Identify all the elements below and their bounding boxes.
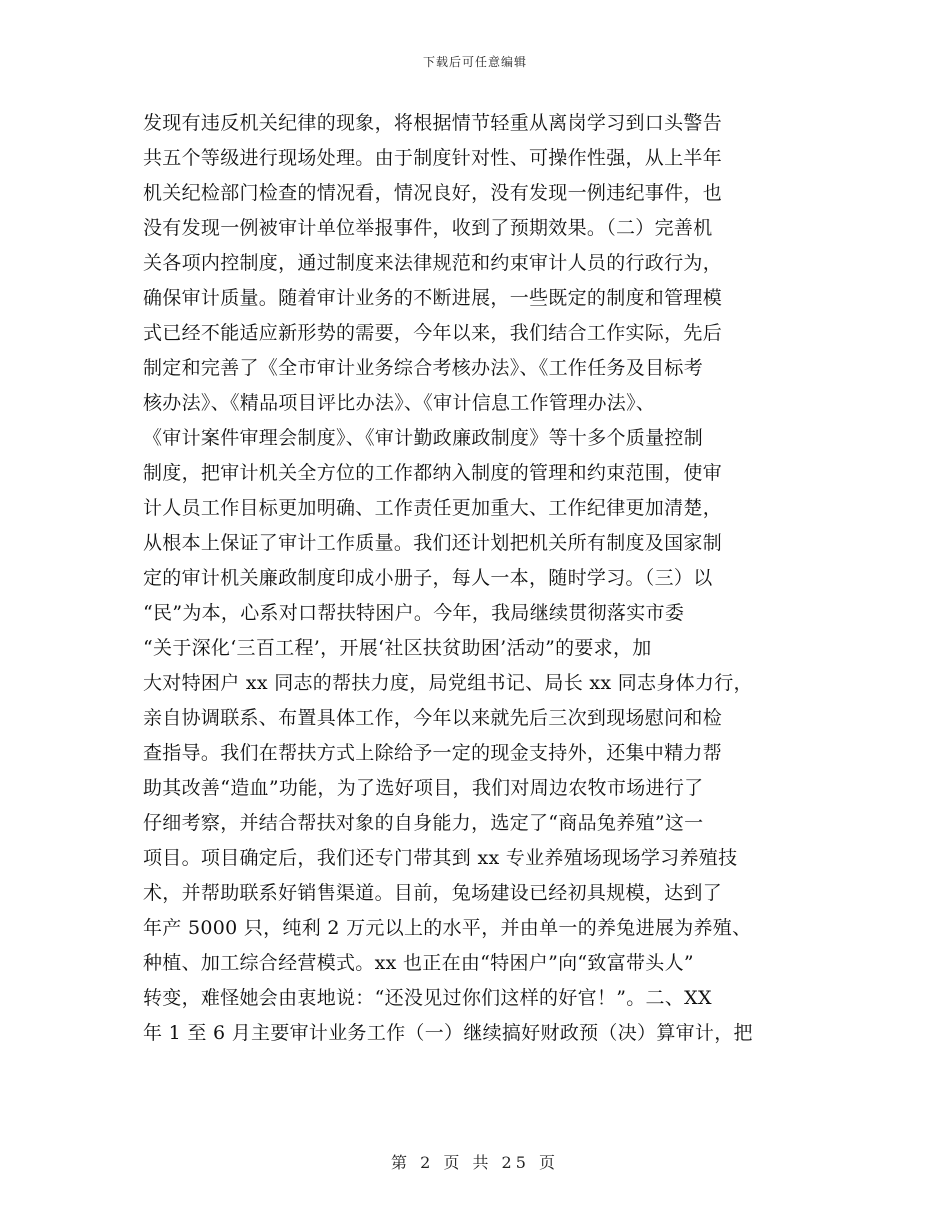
text-line: 术，并帮助联系好销售渠道。目前，兔场建设已经初具规模，达到了 xyxy=(143,882,723,904)
text-line: 大对特困户 xx 同志的帮扶力度，局党组书记、局长 xx 同志身体力行， xyxy=(143,672,753,694)
text-line: 关各项内控制度，通过制度来法律规范和约束审计人员的行政行为， xyxy=(143,252,723,274)
text-line: 制度，把审计机关全方位的工作都纳入制度的管理和约束范围，使审 xyxy=(143,462,723,484)
text-line: 《审计案件审理会制度》、《审计勤政廉政制度》等十多个质量控制 xyxy=(143,427,704,449)
text-line: 没有发现一例被审计单位举报事件，收到了预期效果。（二）完善机 xyxy=(143,217,713,239)
text-line: 仔细考察，并结合帮扶对象的自身能力，选定了“商品兔养殖”这一 xyxy=(143,812,704,834)
text-line: 计人员工作目标更加明确、工作责任更加重大、工作纪律更加清楚， xyxy=(143,497,723,519)
text-line: “关于深化‘三百工程’，开展‘社区扶贫助困’活动”的要求，加 xyxy=(143,637,652,659)
text-line: 项目。项目确定后，我们还专门带其到 xx 专业养殖场现场学习养殖技 xyxy=(143,847,738,869)
text-line: 年 1 至 6 月主要审计业务工作（一）继续搞好财政预（决）算审计，把 xyxy=(143,1022,753,1044)
text-line: 确保审计质量。随着审计业务的不断进展，一些既定的制度和管理模 xyxy=(143,287,723,309)
text-line: 转变，难怪她会由衷地说：“还没见过你们这样的好官！”。二、XX xyxy=(143,987,712,1009)
text-line: 助其改善“造血”功能，为了选好项目，我们对周边农牧市场进行了 xyxy=(143,777,704,799)
page-number: 第 2 页 共 25 页 xyxy=(391,1153,559,1172)
text-line: 式已经不能适应新形势的需要，今年以来，我们结合工作实际，先后 xyxy=(143,322,723,344)
text-line: 核办法》、《精品项目评比办法》、《审计信息工作管理办法》、 xyxy=(143,392,656,414)
text-line: 从根本上保证了审计工作质量。我们还计划把机关所有制度及国家制 xyxy=(143,532,723,554)
text-line: 查指导。我们在帮扶方式上除给予一定的现金支持外，还集中精力帮 xyxy=(143,742,723,764)
text-line: 年产 5000 只，纯利 2 万元以上的水平，并由单一的养兔进展为养殖、 xyxy=(143,917,752,939)
text-line: 种植、加工综合经营模式。xx 也正在由“特困户”向“致富带头人” xyxy=(143,952,694,974)
text-line: 制定和完善了《全市审计业务综合考核办法》、《工作任务及目标考 xyxy=(143,357,704,379)
text-line: “民”为本，心系对口帮扶特困户。今年，我局继续贯彻落实市委 xyxy=(143,602,685,624)
page-header-note: 下载后可任意编辑 xyxy=(422,55,527,69)
text-line: 定的审计机关廉政制度印成小册子，每人一本，随时学习。（三）以 xyxy=(143,567,713,589)
text-line: 发现有违反机关纪律的现象，将根据情节轻重从离岗学习到口头警告 xyxy=(143,112,723,134)
text-line: 亲自协调联系、布置具体工作，今年以来就先后三次到现场慰问和检 xyxy=(143,707,723,729)
document-body xyxy=(143,106,811,1051)
text-line: 机关纪检部门检查的情况看，情况良好，没有发现一例违纪事件，也 xyxy=(143,182,723,204)
text-line: 共五个等级进行现场处理。由于制度针对性、可操作性强，从上半年 xyxy=(143,147,723,169)
